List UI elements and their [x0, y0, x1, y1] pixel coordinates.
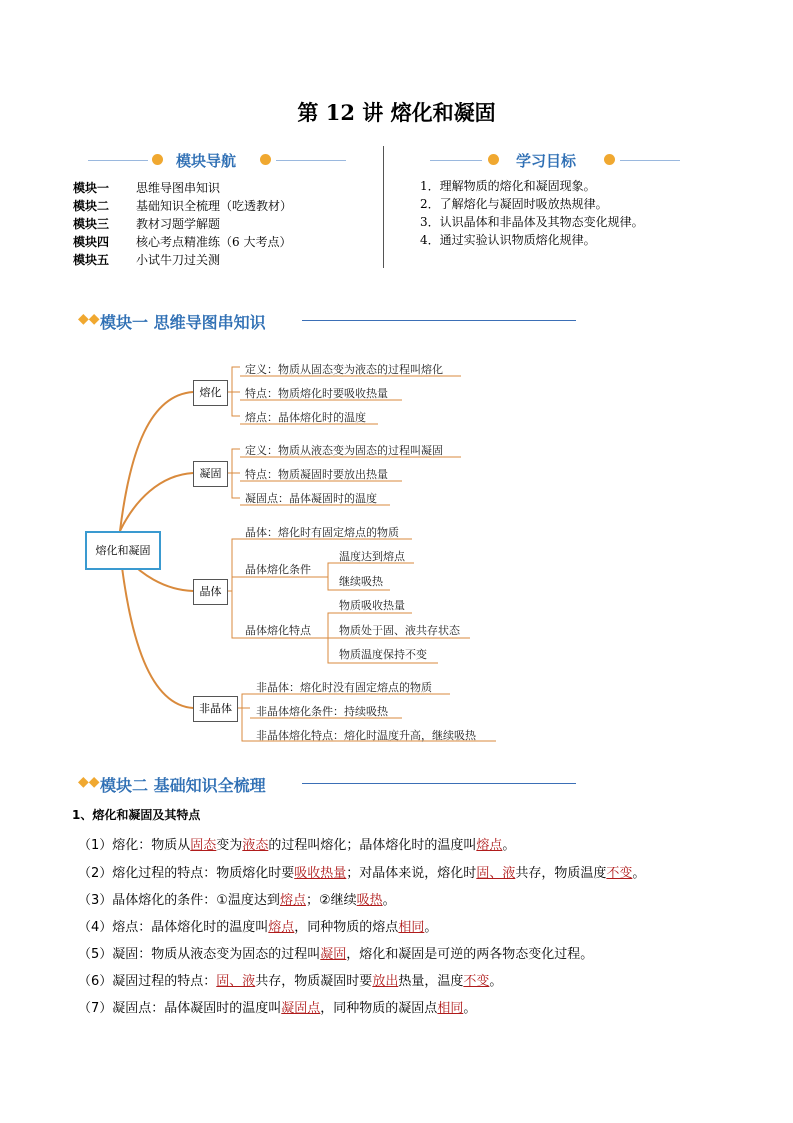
nav-header-dot-right [260, 154, 271, 165]
body-text: 。 [502, 838, 516, 853]
body-text: 。 [489, 974, 503, 989]
mindmap-leaf: 熔点：晶体熔化时的温度 [245, 411, 366, 424]
nav-item-3[interactable]: 模块三 教材习题学解题 [73, 217, 221, 231]
mindmap-branch-solidify: 凝固 [193, 461, 228, 487]
body-text: （3）晶体熔化的条件：①温度达到 [78, 893, 280, 908]
mindmap-leaf: 特点：物质凝固时要放出热量 [245, 468, 388, 481]
column-divider [383, 146, 384, 268]
mindmap-subleaf: 物质温度保持不变 [339, 648, 427, 661]
body-line [78, 997, 476, 1016]
nav-header-dot-left [152, 154, 163, 165]
goal-item-1: 1．理解物质的熔化和凝固现象。 [420, 179, 596, 193]
mindmap-leaf: 晶体：熔化时有固定熔点的物质 [245, 526, 399, 539]
mindmap-root: 熔化和凝固 [85, 531, 161, 570]
mindmap-leaf: 定义：物质从液态变为固态的过程叫凝固 [245, 444, 443, 457]
body-text: ，同种物质的凝固点 [320, 1001, 438, 1016]
mindmap-leaf: 非晶体：熔化时没有固定熔点的物质 [256, 681, 432, 694]
goal-item-2: 2．了解熔化与凝固时吸放热规律。 [420, 197, 608, 211]
body-text: 。 [632, 866, 646, 881]
section2-heading: 模块二 基础知识全梳理 [100, 776, 266, 795]
body-line [78, 862, 645, 881]
answer-text: 相同 [437, 1001, 464, 1016]
body-line [78, 970, 502, 989]
goal-item-3: 3．认识晶体和非晶体及其物态变化规律。 [420, 215, 644, 229]
body-text: （4）熔点：晶体熔化时的温度叫 [78, 920, 269, 935]
body-text: （2）熔化过程的特点：物质熔化时要 [78, 866, 295, 881]
body-line [78, 916, 437, 935]
body-text: 。 [424, 920, 438, 935]
nav-header [88, 150, 378, 170]
section1-diamond-icon: ◆◆ [78, 311, 100, 327]
answer-text: 固、液 [216, 974, 256, 989]
answer-text: 凝固 [320, 947, 347, 962]
mindmap-subleaf: 物质处于固、液共存状态 [339, 624, 460, 637]
body-line [78, 943, 593, 962]
answer-text: 固态 [190, 838, 217, 853]
goal-header-line-left [430, 160, 482, 161]
body-text: 的过程叫熔化；晶体熔化时的温度叫 [268, 838, 477, 853]
nav-heading: 模块导航 [176, 152, 237, 170]
answer-text: 凝固点 [281, 1001, 321, 1016]
nav-item-2[interactable]: 模块二 基础知识全梳理（吃透教材） [73, 199, 293, 213]
body-text: ，同种物质的熔点 [294, 920, 399, 935]
answer-text: 不变 [606, 866, 633, 881]
mindmap-leaf: 特点：物质熔化时要吸收热量 [245, 387, 388, 400]
mindmap-branch-melting: 熔化 [193, 380, 228, 406]
answer-text: 吸收热量 [294, 866, 347, 881]
mindmap-subleaf: 继续吸热 [339, 575, 383, 588]
goal-header-dot-right [604, 154, 615, 165]
body-text: 。 [463, 1001, 477, 1016]
nav-header-line-right [276, 160, 346, 161]
answer-text: 放出 [372, 974, 399, 989]
section2-subheading: 1、熔化和凝固及其特点 [72, 808, 201, 822]
mindmap-leaf: 定义：物质从固态变为液态的过程叫熔化 [245, 363, 443, 376]
answer-text: 吸热 [356, 893, 383, 908]
answer-text: 液态 [242, 838, 269, 853]
mindmap-leaf: 非晶体熔化特点：熔化时温度升高，继续吸热 [256, 729, 476, 742]
section2-diamond-icon: ◆◆ [78, 774, 100, 790]
nav-item-4[interactable]: 模块四 核心考点精准练（6 大考点） [73, 235, 292, 249]
body-text: （1）熔化：物质从 [78, 838, 191, 853]
goal-heading: 学习目标 [516, 152, 577, 170]
mindmap-leaf: 晶体熔化条件 [245, 563, 311, 576]
mindmap-branch-crystal: 晶体 [193, 579, 228, 605]
body-line [78, 889, 396, 908]
answer-text: 熔点 [268, 920, 295, 935]
body-text: ；对晶体来说，熔化时 [346, 866, 477, 881]
section1-heading: 模块一 思维导图串知识 [100, 313, 266, 332]
body-text: 变为 [216, 838, 243, 853]
body-line [78, 834, 515, 853]
body-text: 共存，物质凝固时要 [255, 974, 373, 989]
mindmap-branch-amorphous: 非晶体 [193, 696, 238, 722]
body-text: （7）凝固点：晶体凝固时的温度叫 [78, 1001, 282, 1016]
section1-rule [302, 320, 576, 321]
answer-text: 不变 [463, 974, 490, 989]
mindmap-leaf: 凝固点：晶体凝固时的温度 [245, 492, 377, 505]
body-text: （6）凝固过程的特点： [78, 974, 217, 989]
goal-header-line-right [620, 160, 680, 161]
mindmap-leaf: 非晶体熔化条件：持续吸热 [256, 705, 388, 718]
body-text: （5）凝固：物质从液态变为固态的过程叫 [78, 947, 321, 962]
answer-text: 熔点 [476, 838, 503, 853]
nav-item-1[interactable]: 模块一 思维导图串知识 [73, 181, 221, 195]
nav-header-line-left [88, 160, 148, 161]
body-text: 热量，温度 [398, 974, 464, 989]
goal-item-4: 4．通过实验认识物质熔化规律。 [420, 233, 596, 247]
mindmap-leaf: 晶体熔化特点 [245, 624, 311, 637]
goal-header-dot-left [488, 154, 499, 165]
answer-text: 固、液 [476, 866, 516, 881]
nav-item-5[interactable]: 模块五 小试牛刀过关测 [73, 253, 221, 267]
body-text: ，熔化和凝固是可逆的两各物态变化过程。 [346, 947, 594, 962]
body-text: 共存，物质温度 [515, 866, 607, 881]
answer-text: 熔点 [279, 893, 306, 908]
mindmap-subleaf: 温度达到熔点 [339, 550, 405, 563]
body-text: ；②继续 [305, 893, 357, 908]
section2-rule [302, 783, 576, 784]
mindmap-subleaf: 物质吸收热量 [339, 599, 405, 612]
body-text: 。 [382, 893, 396, 908]
page-title: 第 12 讲 熔化和凝固 [297, 100, 496, 125]
goal-header [430, 150, 690, 170]
answer-text: 相同 [398, 920, 425, 935]
